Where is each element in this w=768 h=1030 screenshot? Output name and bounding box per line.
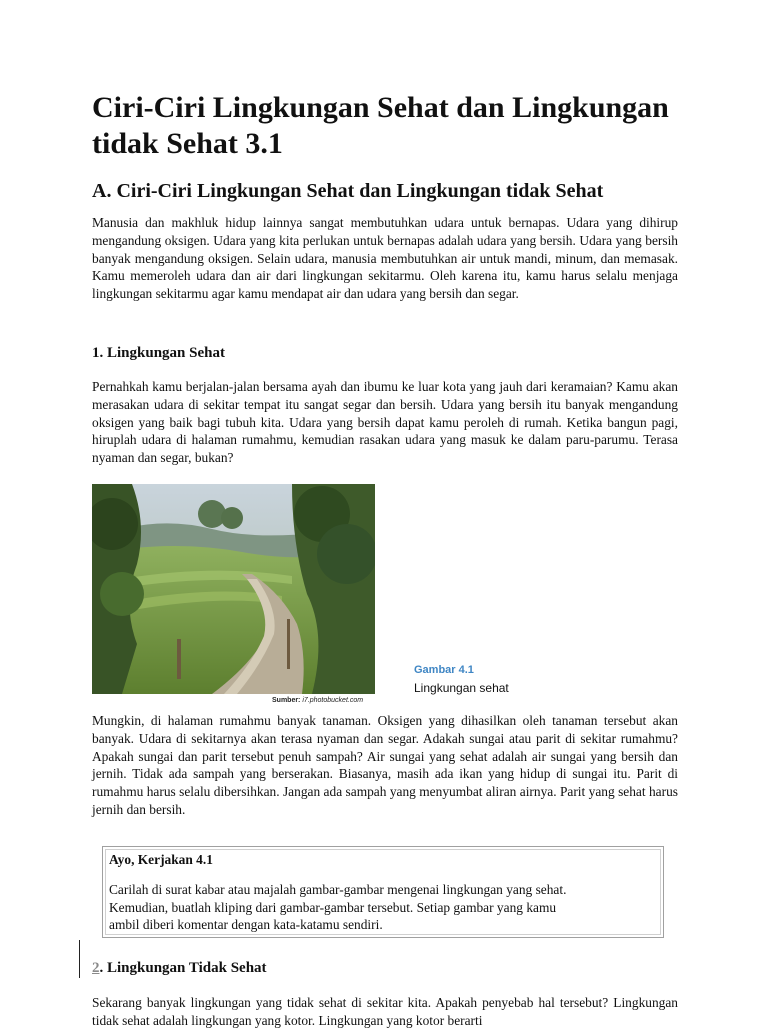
photo-source-value: i7.photobucket.com [302,697,364,704]
intro-paragraph: Manusia dan makhluk hidup lainnya sangat membutuhkan udara untuk bernapas. Udara yang dihirup mengandung oksigen. Udara yang kita perlukan untuk bernapas adalah udara yang bersih. Udara yang bersih banyak mengandung oksigen. Selain udara, manusia membutuhkan air untuk mandi, minum, dan memasak. Kamu memeroleh udara dan air dari lingkungan sekitarmu. Oleh karena itu, kamu harus selalu menjaga lingkungan sekitarmu agar kamu mendapat air dan udara yang bersih dan segar. [92,215,678,302]
figure-caption: Lingkungan sehat [414,681,509,695]
subsection-heading-healthy: 1. Lingkungan Sehat [92,345,225,361]
heading-number: 2 [92,960,100,976]
unhealthy-paragraph: Sekarang banyak lingkungan yang tidak sehat di sekitar kita. Apakah penyebab hal tersebut? Lingkungan tidak sehat adalah lingkungan yang kotor. Lingkungan yang kotor berarti [92,995,678,1028]
page-title: Ciri-Ciri Lingkungan Sehat dan Lingkungan tidak Sehat 3.1 [92,91,669,160]
photo-source [272,697,363,704]
heading-text: . Lingkungan Tidak Sehat [99,960,267,976]
figure-label: Gambar 4.1 [414,664,474,676]
healthy-paragraph-2: Mungkin, di halaman rumahmu banyak tanaman. Oksigen yang dihasilkan oleh tanaman tersebut akan banyak. Udara di sekitarnya akan terasa nyaman dan segar. Adakah sungai atau parit di sekitar rumahmu? Apakah sungai dan parit tersebut penuh sampah? Air sungai yang sehat adalah air sungai yang bersih dan jernih. Tidak ada sampah yang berserakan. Biasanya, masih ada ikan yang hidup di sungai itu. Parit di rumahmu harus selalu dibersihkan. Jangan ada sampah yang menyumbat aliran airnya. Parit yang sehat harus jernih dan bersih. [92,713,678,817]
activity-text: Carilah di surat kabar atau majalah gambar-gambar mengenai lingkungan yang sehat. Kemudian, buatlah kliping dari gambar-gambar tersebut. Setiap gambar yang kamu ambil diberi komentar dengan kata-katamu sendiri. [109,882,567,932]
activity-title: Ayo, Kerjakan 4.1 [109,852,213,867]
text-cursor [79,940,80,978]
section-heading: A. Ciri-Ciri Lingkungan Sehat dan Lingkungan tidak Sehat [92,180,604,202]
subsection-heading-unhealthy [92,958,267,978]
photo-source-label: Sumber: [272,697,301,704]
activity-box [102,846,664,938]
healthy-paragraph-1: Pernahkah kamu berjalan-jalan bersama ayah dan ibumu ke luar kota yang jauh dari keramaian? Kamu akan merasakan udara di sekitar tempat itu sangat segar dan bersih. Udara yang bersih itu banyak mengandung oksigen yang baik bagi tubuh kita. Udara yang bersih dapat kamu peroleh di rumah. Ketika bangun pagi, hiruplah udara di halaman rumahmu, kemudian rasakan udara yang masuk ke dalam paru-parumu. Terasa nyaman dan segar, bukan? [92,379,678,466]
landscape-photo [92,484,375,694]
